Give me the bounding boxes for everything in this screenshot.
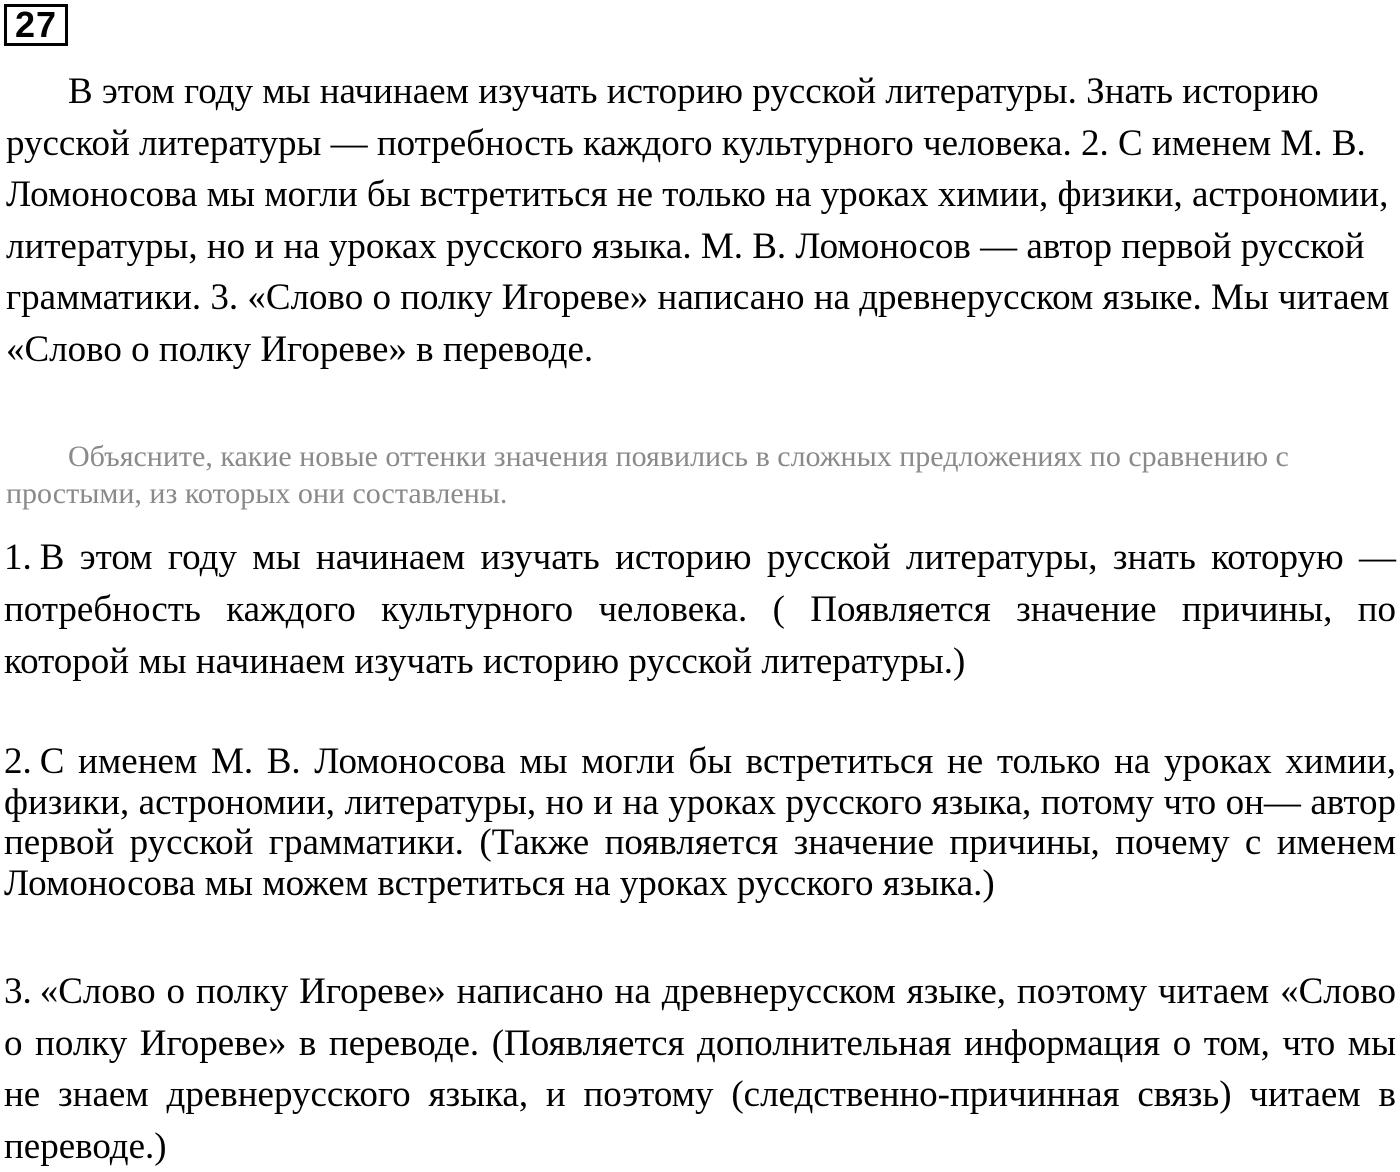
task-instruction: Объясните, какие новые оттенки значения появились в сложных предложениях по сравнению с простыми, из которых они составлены. (6, 440, 1289, 510)
answer-3-text: «Слово о полку Игореве» написано на древнерусском языке, поэтому читаем «Слово о полку Игореве» в переводе. (Появляется дополнительная информация о том, что мы не знаем древнерусского языка, и поэтому (следственно-причинная связь) читаем в переводе.) (4, 971, 1396, 1167)
answer-2 (4, 742, 1396, 904)
answer-1-text: В этом году мы начинаем изучать историю русской литературы, знать которую — потребность каждого культурного человека. ( Появляется значение причины, по которой мы начинаем изучать историю русской литературы.) (4, 537, 1396, 682)
exercise-number-box (4, 4, 68, 46)
answer-2-text: С именем М. В. Ломоносова мы могли бы встретиться не только на уроках химии, физики, астрономии, литературы, но и на уроках русского языка, потому что он— автор первой русской грамматики. (Также появляется значение причины, почему с именем Ломоносова мы можем встретиться на уроках русского языка.) (4, 741, 1396, 904)
exercise-number: 27 (14, 4, 58, 45)
answer-2-number: 2. (4, 741, 32, 782)
answer-3 (4, 966, 1396, 1172)
answer-3-number: 3. (4, 971, 32, 1012)
answer-1-number: 1. (4, 537, 32, 578)
source-text: В этом году мы начинаем изучать историю русской литературы. Знать историю русской литературы — потребность каждого культурного человека. 2. С именем М. В. Ломоносова мы могли бы встретиться не только на уроках химии, физики, астрономии, литературы, но и на уроках русского языка. М. В. Ломоносов — автор первой русской грамматики. 3. «Слово о полку Игореве» написано на древнерусском языке. Мы читаем «Слово о полку Игореве» в переводе. (6, 71, 1390, 370)
answer-1 (4, 532, 1396, 688)
